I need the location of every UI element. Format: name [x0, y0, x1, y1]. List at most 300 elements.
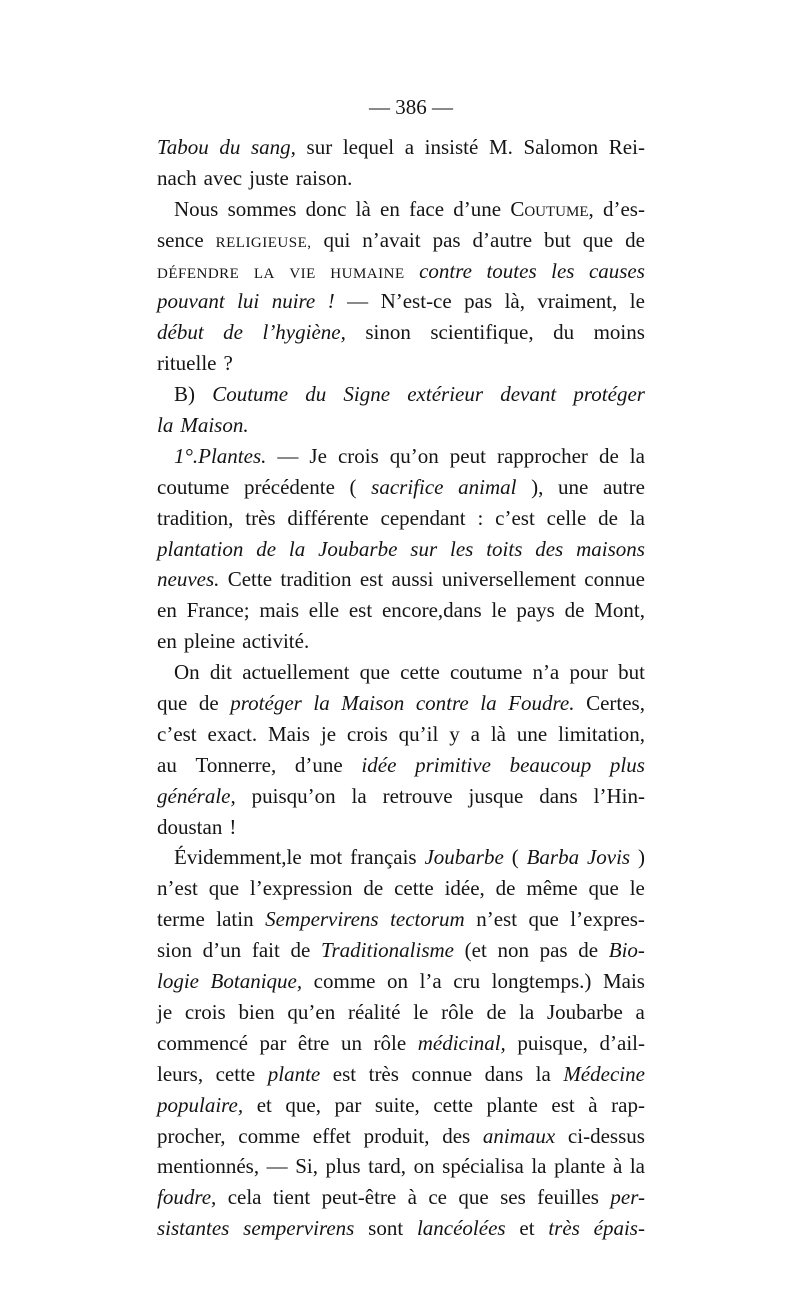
word: cette — [215, 1061, 256, 1086]
word: actuellement — [242, 660, 350, 685]
word: Maison. — [180, 413, 249, 438]
word: Médecine — [563, 1061, 645, 1086]
text-line — [157, 1151, 645, 1182]
word: Mais — [267, 721, 310, 746]
word: mot — [309, 845, 343, 870]
word: rôle — [373, 1030, 407, 1055]
word: Salomon — [523, 135, 599, 159]
text-line — [157, 194, 645, 225]
word: très — [548, 1216, 580, 1241]
word: mais — [259, 598, 300, 623]
word: au — [157, 752, 177, 777]
text-line — [157, 534, 645, 565]
word: sommes — [227, 196, 297, 221]
word: Jovis — [586, 845, 631, 870]
word: connue — [411, 1061, 473, 1086]
text-line — [157, 472, 645, 503]
word: de — [598, 443, 619, 468]
text-line — [157, 657, 645, 688]
word: ci-dessus — [567, 1123, 645, 1148]
word: d’es- — [602, 196, 645, 221]
word: de — [598, 505, 618, 530]
word: animal — [458, 474, 517, 499]
word: à — [612, 1154, 623, 1179]
word: n’a — [532, 660, 560, 685]
word: tard, — [368, 1154, 407, 1179]
word: contre — [419, 258, 472, 283]
text-line — [157, 750, 645, 781]
word: plante — [554, 1154, 606, 1179]
word: animaux — [482, 1123, 556, 1148]
word: lequel — [342, 135, 395, 159]
word: jusque — [468, 783, 524, 808]
word: la — [629, 505, 645, 530]
text-line — [157, 781, 645, 812]
word: maisons — [576, 536, 645, 561]
word: lui — [237, 289, 260, 314]
word: on — [387, 969, 409, 994]
word: la — [288, 536, 306, 561]
word: du — [305, 382, 327, 407]
text-line — [157, 873, 645, 904]
word: la — [157, 413, 174, 438]
word: idée — [361, 752, 397, 777]
word: Je — [309, 443, 327, 468]
text-line — [157, 595, 645, 626]
word: but — [618, 660, 645, 685]
word: des — [535, 536, 564, 561]
word: toits — [486, 536, 523, 561]
word: — — [266, 1154, 288, 1179]
word: plantation — [157, 536, 244, 561]
word: le — [491, 598, 507, 623]
word: insisté — [424, 135, 479, 159]
word: Tabou — [157, 135, 209, 159]
text-line — [157, 564, 645, 595]
text-line — [157, 1182, 645, 1213]
word: non — [497, 938, 529, 963]
word: Joubarbe — [318, 536, 398, 561]
word: leurs, — [157, 1061, 204, 1086]
text-line — [157, 719, 645, 750]
word: cela — [227, 1185, 262, 1210]
word: puisqu’on — [251, 783, 336, 808]
word: logie — [157, 969, 199, 994]
word: de — [486, 999, 507, 1024]
word: Barba — [526, 845, 580, 870]
word: cette — [400, 660, 440, 685]
word: peut-être — [321, 1185, 397, 1210]
word: B) — [174, 382, 195, 407]
word: 1°.Plantes. — [174, 443, 267, 468]
word: que — [582, 227, 614, 252]
word: idée, — [444, 876, 485, 901]
word: effet — [312, 1123, 351, 1148]
word: ! — [327, 289, 335, 314]
word: est — [348, 598, 373, 623]
word: l’hygiène, — [262, 320, 346, 345]
word: pas — [464, 289, 493, 314]
word: plante — [267, 1061, 321, 1086]
word: scientifique, — [430, 320, 534, 345]
word: n’avait — [362, 227, 421, 252]
word: générale, — [157, 783, 236, 808]
word: que — [208, 876, 240, 901]
word: qu’en — [287, 999, 336, 1024]
word: de — [290, 938, 311, 963]
word: la — [629, 1154, 645, 1179]
word: a — [635, 999, 645, 1024]
word: suite, — [374, 1092, 420, 1117]
text-line — [157, 1028, 645, 1059]
word: — — [347, 289, 369, 314]
word: cru — [453, 969, 481, 994]
word: la — [629, 443, 645, 468]
word: qu’on — [389, 443, 439, 468]
word: donc — [305, 196, 347, 221]
word: et — [519, 1216, 535, 1241]
word: tient — [272, 1185, 311, 1210]
word: le — [629, 876, 645, 901]
word: per- — [610, 1185, 645, 1210]
word: Signe — [343, 382, 391, 407]
text-line — [157, 1213, 645, 1244]
word: bien — [238, 999, 275, 1024]
word: cependant — [380, 505, 466, 530]
word: exact. — [207, 721, 258, 746]
word: l’Hin- — [593, 783, 645, 808]
word: sinon — [365, 320, 411, 345]
word: sang, — [250, 135, 296, 159]
word: doustan — [157, 814, 223, 839]
word: dans — [484, 1061, 524, 1086]
word: de — [564, 598, 585, 623]
word: aussi — [391, 567, 434, 592]
word: rituelle — [157, 351, 217, 376]
word: On — [174, 660, 200, 685]
word: et — [256, 1092, 272, 1117]
word: l’a — [419, 969, 442, 994]
word: terme — [157, 907, 205, 932]
word: beaucoup — [509, 752, 592, 777]
word: je — [157, 999, 173, 1024]
word: Tonnerre, — [195, 752, 277, 777]
word: réalité — [347, 999, 401, 1024]
word: but — [543, 227, 571, 252]
word: la — [480, 691, 497, 716]
word: avec — [203, 165, 243, 190]
word: est — [332, 1061, 357, 1086]
text-line — [157, 225, 645, 256]
word: Rei- — [608, 135, 645, 159]
word: de — [363, 876, 384, 901]
word: crois — [184, 999, 226, 1024]
word: DÉFENDRE — [157, 265, 240, 282]
word: un — [340, 1030, 362, 1055]
text-line — [157, 688, 645, 719]
word: Traditionalisme — [320, 938, 454, 963]
word: Certes, — [586, 691, 645, 716]
word: d’une — [294, 752, 343, 777]
word: protéger — [230, 691, 302, 716]
word: de — [198, 691, 219, 716]
word: d’un — [202, 938, 242, 963]
word: pas — [432, 227, 461, 252]
word: sion — [157, 938, 193, 963]
word: pleine — [183, 629, 236, 654]
page-number: — 386 — — [369, 95, 453, 119]
word: vraiment, — [537, 289, 618, 314]
word: pour — [569, 660, 608, 685]
word: retrouve — [382, 783, 453, 808]
word: plus — [609, 752, 645, 777]
word: est — [551, 1092, 575, 1117]
text-line — [157, 163, 645, 194]
word: plante — [486, 1092, 538, 1117]
word: peut — [449, 443, 486, 468]
text-line — [157, 317, 645, 348]
text-line — [157, 379, 645, 410]
word: coutume — [449, 660, 523, 685]
word: l’expres- — [570, 907, 645, 932]
word: précédente — [243, 474, 335, 499]
word: tradition — [280, 567, 352, 592]
word: sur — [306, 135, 333, 159]
word: sont — [368, 1216, 404, 1241]
word: autre — [602, 474, 645, 499]
word: plus — [325, 1154, 361, 1179]
word: commencé — [157, 1030, 248, 1055]
word: Bio- — [608, 938, 645, 963]
book-page — [157, 92, 645, 1244]
word: une — [558, 474, 589, 499]
word: cette — [433, 1092, 473, 1117]
word: la — [535, 1061, 551, 1086]
word: ( — [349, 474, 357, 499]
text-line — [157, 441, 645, 472]
word: rap- — [611, 1092, 645, 1117]
word: les — [450, 536, 474, 561]
text-line — [157, 904, 645, 935]
word: Joubarbe — [424, 845, 504, 870]
word: causes — [588, 258, 645, 283]
text-line — [157, 935, 645, 966]
word: sistantes — [157, 1216, 230, 1241]
word: sacrifice — [371, 474, 444, 499]
word: pays — [516, 598, 555, 623]
word: universellement — [441, 567, 576, 592]
word: là — [490, 721, 506, 746]
word: face — [409, 196, 445, 221]
word: longtemps.) — [491, 969, 592, 994]
word: très — [245, 505, 276, 530]
word: sempervirens — [243, 1216, 355, 1241]
text-line — [157, 966, 645, 997]
word: crois — [337, 443, 379, 468]
word: ), — [531, 474, 544, 499]
word: Joubarbe — [546, 999, 623, 1024]
text-line — [157, 812, 645, 843]
word: en — [157, 629, 177, 654]
word: une — [516, 721, 548, 746]
word: médicinal, — [417, 1030, 506, 1055]
text-line — [157, 348, 645, 379]
word: ses — [500, 1185, 526, 1210]
word: foudre, — [157, 1185, 217, 1210]
word: N’est-ce — [380, 289, 452, 314]
word: c’est — [495, 505, 535, 530]
word: sence — [157, 227, 204, 252]
word: d’une — [453, 196, 502, 221]
word: par — [334, 1092, 362, 1117]
word: des — [442, 1123, 471, 1148]
word: primitive — [415, 752, 491, 777]
word: connue — [584, 567, 645, 592]
word: Nous — [174, 196, 219, 221]
word: Évidemment,le — [174, 845, 302, 870]
word: populaire, — [157, 1092, 244, 1117]
word: extérieur — [407, 382, 484, 407]
word: Mais — [602, 969, 645, 994]
text-body — [157, 132, 645, 1244]
word: que — [528, 907, 559, 932]
word: le — [629, 289, 645, 314]
word: rapprocher — [496, 443, 588, 468]
text-line — [157, 1059, 645, 1090]
word: limitation, — [558, 721, 645, 746]
word: dit — [209, 660, 233, 685]
word: de — [223, 320, 243, 345]
word: raison. — [295, 165, 353, 190]
word: à — [588, 1092, 598, 1117]
word: ? — [223, 351, 233, 376]
word: activité. — [242, 629, 310, 654]
word: — — [277, 443, 299, 468]
word: début — [157, 320, 204, 345]
text-line — [157, 842, 645, 873]
word: mentionnés, — [157, 1154, 260, 1179]
word: Sempervirens — [265, 907, 379, 932]
word: c’est — [157, 721, 197, 746]
word: d’ail- — [599, 1030, 645, 1055]
word: celle — [546, 505, 587, 530]
word: M. — [488, 135, 513, 159]
word: la — [519, 999, 535, 1024]
word: crois — [346, 721, 388, 746]
word: Mont, — [594, 598, 645, 623]
word: le — [413, 999, 429, 1024]
word: même — [526, 876, 578, 901]
word: latin — [216, 907, 254, 932]
word: toutes — [486, 258, 537, 283]
word: que — [458, 1185, 489, 1210]
word: encore,dans — [381, 598, 482, 623]
word: y — [449, 721, 460, 746]
word: cette — [394, 876, 434, 901]
word: feuilles — [537, 1185, 599, 1210]
word: neuves. — [157, 567, 220, 592]
word: de — [256, 536, 277, 561]
word: à — [407, 1185, 417, 1210]
word: produit, — [363, 1123, 430, 1148]
word: juste — [249, 165, 289, 190]
word: les — [551, 258, 575, 283]
word: coutume — [157, 474, 230, 499]
word: comme — [238, 1123, 301, 1148]
word: de — [495, 876, 516, 901]
word: là, — [504, 289, 525, 314]
word: je — [320, 721, 337, 746]
word: fait — [251, 938, 280, 963]
word: Coutume, — [510, 196, 594, 221]
word: en — [157, 598, 177, 623]
word: que — [588, 876, 619, 901]
word: Maison — [341, 691, 405, 716]
word: spécialisa — [442, 1154, 524, 1179]
word: Foudre. — [508, 691, 575, 716]
word: : — [477, 505, 484, 530]
word: LA — [253, 265, 275, 282]
word: qu’il — [398, 721, 439, 746]
text-line — [157, 256, 645, 287]
word: en — [380, 196, 400, 221]
word: du — [219, 135, 241, 159]
word: HUMAINE — [330, 265, 405, 282]
word: (et — [464, 938, 487, 963]
word: français — [350, 845, 417, 870]
word: du — [553, 320, 575, 345]
word: Botanique, — [210, 969, 303, 994]
word: procher, — [157, 1123, 226, 1148]
word: RELIGIEUSE, — [215, 234, 312, 251]
word: là — [355, 196, 371, 221]
word: Cette — [227, 567, 273, 592]
word: moins — [593, 320, 645, 345]
word: de — [625, 227, 645, 252]
word: on — [413, 1154, 435, 1179]
word: n’est — [476, 907, 518, 932]
word: France; — [186, 598, 250, 623]
word: ce — [428, 1185, 447, 1210]
word: VIE — [289, 265, 316, 282]
word: ) — [637, 845, 645, 870]
text-line — [157, 626, 645, 657]
word: par — [259, 1030, 287, 1055]
text-line — [157, 286, 645, 317]
word: pas — [539, 938, 568, 963]
word: tectorum — [390, 907, 465, 932]
word: a — [404, 135, 415, 159]
text-line — [157, 503, 645, 534]
word: épais- — [593, 1216, 645, 1241]
word: tradition, — [157, 505, 234, 530]
word: dans — [539, 783, 578, 808]
word: nach — [157, 165, 197, 190]
word: que — [359, 660, 390, 685]
word: que — [157, 691, 188, 716]
word: est — [359, 567, 384, 592]
word: comme — [313, 969, 376, 994]
text-line — [157, 132, 645, 163]
word: qui — [323, 227, 351, 252]
word: Coutume — [212, 382, 289, 407]
word: la — [531, 1154, 547, 1179]
word: que, — [285, 1092, 321, 1117]
word: différente — [287, 505, 369, 530]
word: protéger — [573, 382, 645, 407]
word: sur — [410, 536, 438, 561]
word: puisque, — [517, 1030, 588, 1055]
